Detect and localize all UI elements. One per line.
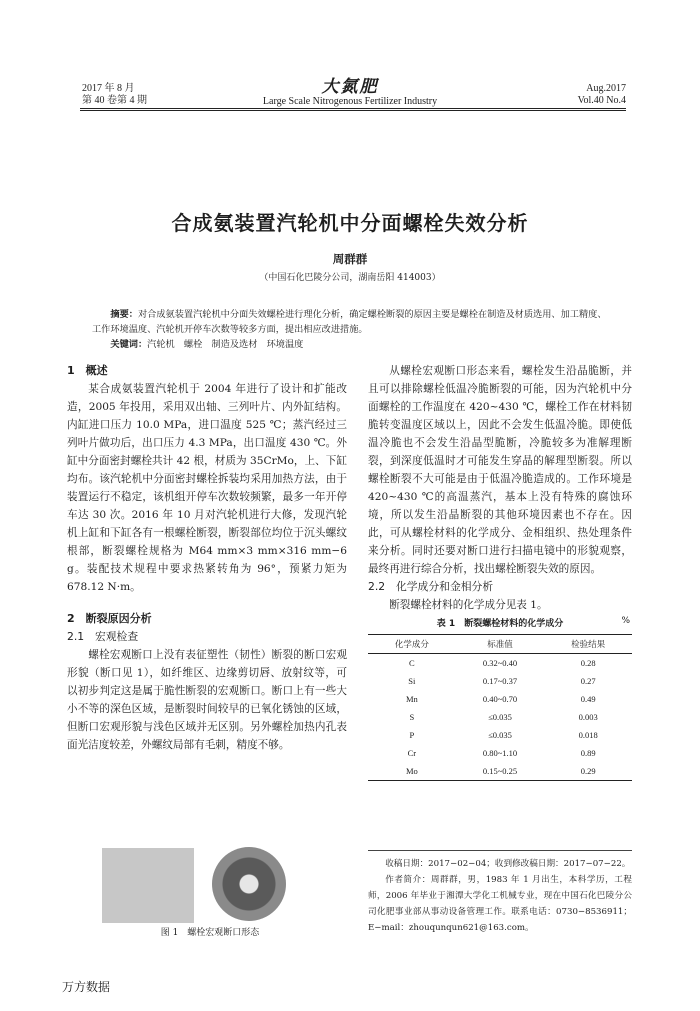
table-cell: 0.28: [580, 658, 596, 668]
table-row: [368, 744, 632, 762]
author-bio: 作者简介：周群群，男，1983 年 1 月出生，本科学历，工程师，2006 年毕业于湘潭大学化工机械专业，现在中国石化巴陵分公司化肥事业部从事动设备管理工作。联系电话：0730−8536911；E−mail：zhouqunqun621@163.com。: [368, 875, 632, 933]
figure-1-photo-right: [212, 847, 286, 921]
section-1-paragraph: 某合成氨装置汽轮机于 2004 年进行了设计和扩能改造，2005 年投用，采用双出轴、三列叶片、内外缸结构。内缸进口压力 10.0 MPa，进口温度 525 ℃；蒸汽经过三列叶片做功后，出口压力 4.3 MPa，出口温度 430 ℃。外缸中分面密封螺栓共计 42 根，材质为 35CrMo，上、下缸均布。该汽轮机中分面密封螺栓拆装均采用加热方法，由于装置运行不稳定，该机组开停车次数较频繁，最多一年开停车达 30 次。2016 年 10 月对汽轮机进行大修，发现汽轮机上缸和下缸各有一根螺栓断裂，断裂部位均位于沉头螺纹根部，断裂螺栓规格为 M64 mm×3 mm×316 mm−6 g。装配技术规程中要求热紧转角为 96°，预紧力矩为 678.12 N·m。: [67, 383, 347, 593]
header-date-en: Aug.2017: [586, 83, 626, 94]
wanfang-watermark: 万方数据: [62, 980, 111, 994]
section-2-1-heading: 2.1 宏观检查: [67, 630, 139, 643]
header-rule-bottom: [80, 110, 626, 111]
table-cell: 0.018: [578, 730, 598, 740]
table-cell: 0.27: [580, 676, 596, 686]
abstract: [92, 307, 612, 337]
header-volume-en: Vol.40 No.4: [577, 95, 626, 106]
figure-1-photo-left: [102, 848, 194, 923]
footnote-divider: [368, 850, 632, 851]
table-cell: Cr: [407, 748, 417, 758]
affiliation: （中国石化巴陵分公司，湖南岳阳 414003）: [259, 273, 441, 283]
table-cell: Mo: [405, 766, 418, 776]
footnotes: [368, 856, 632, 936]
table-cell: 0.89: [580, 748, 596, 758]
table-cell: 0.49: [580, 694, 596, 704]
journal-english-name: Large Scale Nitrogenous Fertilizer Industry: [262, 96, 438, 107]
abstract-label: 摘要：: [110, 309, 138, 320]
table-row: [368, 672, 632, 690]
table-1-title: [368, 616, 632, 629]
table-1-unit: %: [621, 616, 630, 626]
section-2-1-paragraph: 螺栓宏观断口上没有表征塑性（韧性）断裂的断口宏观形貌（断口见 1），如纤维区、边缘剪切唇、放射纹等，可以初步判定这是属于脆性断裂的宏观断口。断口上有一些大小不等的深色区域，是断裂时间较早的已氧化锈蚀的区域，但断口宏观形貌与浅色区域并无区别。另外螺栓加热内孔表面光洁度较差，外螺纹局部有毛刺，精度不够。: [67, 649, 347, 751]
section-2-2-paragraph: 断裂螺栓材料的化学成分见表 1。: [389, 599, 548, 611]
table-cell: ≤0.035: [488, 730, 512, 740]
table-cell: 0.80~1.10: [482, 748, 518, 758]
keywords-text: 汽轮机 螺栓 制造及选材 环境温度: [147, 339, 304, 350]
table-cell: 0.40~0.70: [482, 694, 518, 704]
right-column: [368, 362, 632, 614]
table-header-row: [368, 635, 632, 654]
table-header-cell: 检验结果: [571, 639, 606, 649]
table-row: [368, 708, 632, 726]
section-1-heading: 1 概述: [67, 364, 108, 377]
left-column: [67, 362, 347, 754]
section-2-heading: 2 断裂原因分析: [67, 612, 152, 625]
table-cell: P: [409, 730, 415, 740]
table-cell: 0.29: [580, 766, 596, 776]
table-cell: S: [409, 712, 415, 722]
table-row: [368, 762, 632, 781]
table-cell: 0.15~0.25: [482, 766, 518, 776]
table-row: [368, 690, 632, 708]
header-issue-date: 2017 年 8 月: [82, 83, 135, 94]
table-header-cell: 化学成分: [394, 639, 429, 649]
keywords: [92, 337, 612, 352]
keywords-label: 关键词：: [110, 339, 148, 350]
table-cell: C: [409, 658, 415, 668]
table-row: [368, 654, 632, 673]
table-row: [368, 726, 632, 744]
table-cell: 0.003: [578, 712, 598, 722]
figure-1-caption: 图 1 螺栓宏观断口形态: [160, 928, 260, 938]
table-cell: Si: [408, 676, 416, 686]
right-paragraph-1: 从螺栓宏观断口形态来看，螺栓发生沿晶脆断，并且可以排除螺栓低温冷脆断裂的可能，因为汽轮机中分面螺栓的工作温度在 420~430 ℃，螺栓工作在材料韧脆转变温度区域以上，因此不会发生低温冷脆。即使低温冷脆也不会发生沿晶型脆断，冷脆较多为准解理断裂，到深度低温时才可能发生穿晶的解理型断裂。所以螺栓断裂不大可能是由于低温冷脆造成的。工作环境是 420~430 ℃的高温蒸汽，基本上没有特殊的腐蚀环境，所以发生沿晶断裂的其他环境因素也不存在。因此，可从螺栓材料的化学成分、金相组织、热处理条件来分析。同时还要对断口进行扫描电镜中的形貌观察，最终再进行综合分析，找出螺栓断裂失效的原因。: [368, 365, 632, 575]
header-volume: 第 40 卷第 4 期: [82, 95, 147, 106]
table-header-cell: 标准值: [487, 639, 513, 649]
header-rule-top: [80, 108, 626, 109]
author: 周群群: [332, 252, 368, 266]
section-2-2-heading: 2.2 化学成分和金相分析: [368, 580, 494, 593]
received-date: 收稿日期：2017−02−04；收到修改稿日期：2017−07−22。: [385, 859, 631, 869]
article-title: 合成氨装置汽轮机中分面螺栓失效分析: [171, 211, 529, 235]
abstract-block: [92, 307, 612, 352]
table-cell: 0.32~0.40: [482, 658, 518, 668]
table-cell: ≤0.035: [488, 712, 512, 722]
abstract-text: 对合成氨装置汽轮机中分面失效螺栓进行理化分析，确定螺栓断裂的原因主要是螺栓在制造及材质选用、加工精度、工作环境温度、汽轮机开停车次数等较多方面，提出相应改进措施。: [92, 309, 607, 335]
table-cell: 0.17~0.37: [482, 676, 518, 686]
table-1-title-text: 表 1 断裂螺栓材料的化学成分: [436, 619, 564, 629]
journal-logo: 大氮肥: [321, 77, 379, 97]
table-cell: Mn: [405, 694, 418, 704]
table-1: [368, 634, 632, 781]
